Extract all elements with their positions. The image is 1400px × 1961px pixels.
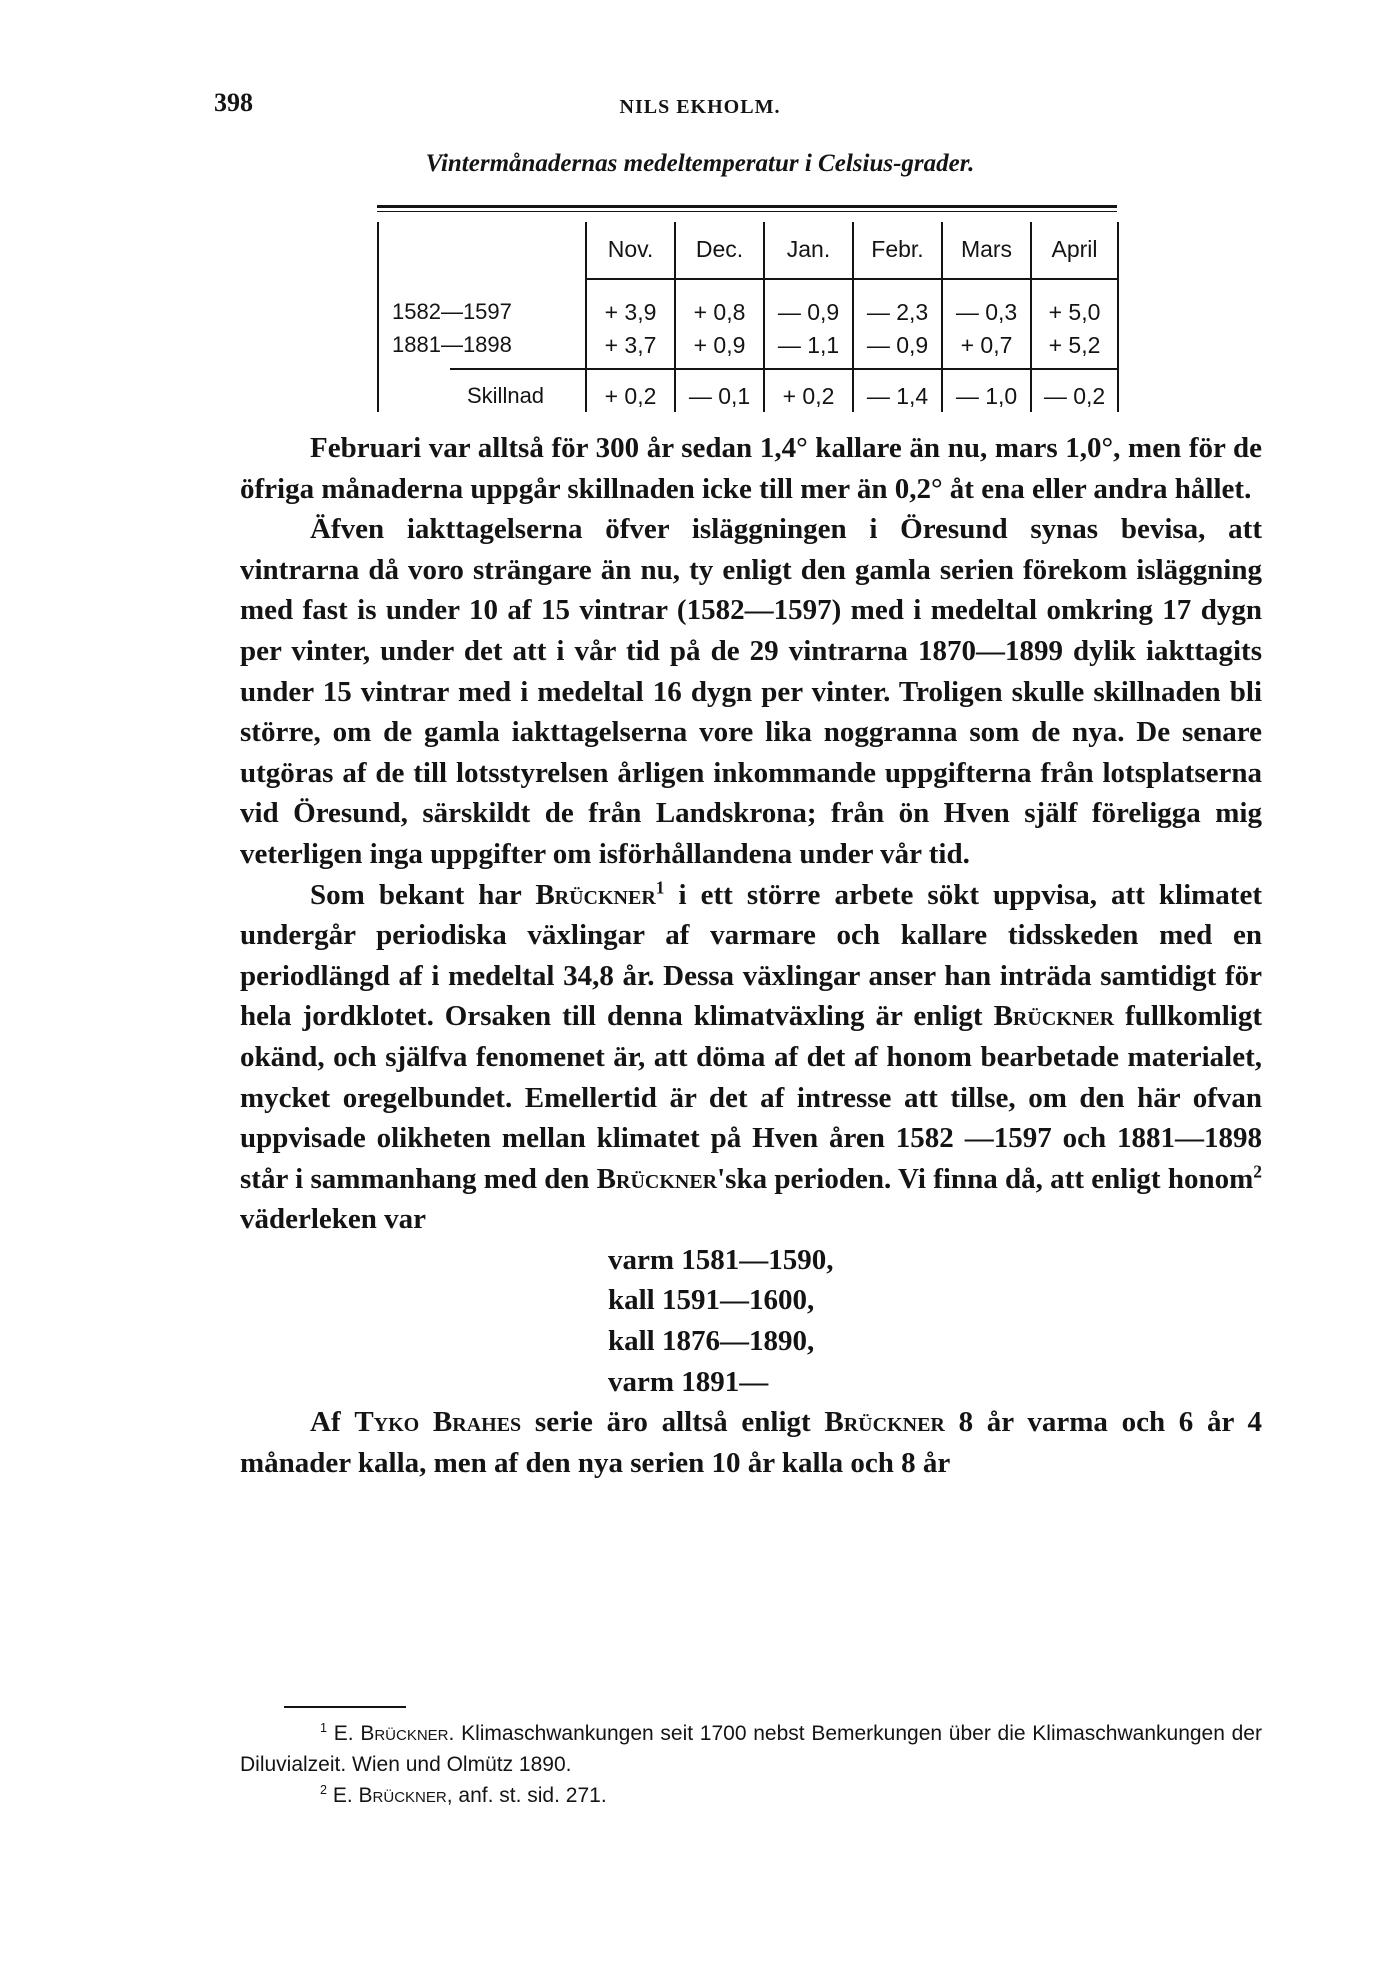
table-cell: — 0,2 bbox=[1043, 383, 1106, 409]
table-cell: + 0,9 bbox=[693, 332, 746, 358]
table-cell: + 5,2 bbox=[1048, 332, 1101, 358]
table-cell: + 3,9 bbox=[604, 299, 657, 325]
author-name: Brückner bbox=[824, 1406, 945, 1439]
table-cell: — 0,9 bbox=[866, 332, 929, 358]
body-text bbox=[240, 428, 1262, 1483]
column-header: April bbox=[1051, 236, 1098, 262]
table-cell: + 5,0 bbox=[1048, 299, 1101, 325]
table-top-rule bbox=[377, 205, 1117, 208]
period-item: kall 1876—1890, bbox=[608, 1325, 815, 1358]
column-header: Febr. bbox=[871, 236, 924, 262]
author-name: Brückner bbox=[993, 1000, 1115, 1033]
table-caption: Vintermånadernas medeltemperatur i Celsius-grader. bbox=[425, 150, 975, 177]
footnote-rule bbox=[284, 1706, 406, 1708]
paragraph: Af Tyko Brahes serie äro alltså enligt Brückner 8 år varma och 6 år 4 månader kalla, men af den nya serien 10 år kalla och 8 år bbox=[240, 1406, 1263, 1479]
table-cell: + 0,7 bbox=[960, 332, 1013, 358]
author-name: Tyko Brahes bbox=[354, 1406, 522, 1439]
footnotes bbox=[240, 1718, 1262, 1811]
paragraph: Som bekant har Brückner$^1$ i ett större arbete sökt uppvisa, att klimatet undergår periodiska växlingar af varmare och kallare tidsskeden med en periodlängd af i medeltal 34,8 år. Dessa växlingar anser han inträda samtidigt för hela jordklotet. Orsaken till denna klimatväxling är enligt Brückner fullkomligt okänd, och själfva fenomenet är, att döma af det af honom bearbetade materialet, mycket oregelbundet. Emellertid är det af intresse att tillse, om den här ofvan uppvisade olikheten mellan klimatet på Hven åren 1582 —1597 och 1881—1898 står i sammanhang med den Brückner'ska perioden. Vi finna då, att enligt honom$^2$ väderleken var bbox=[240, 876, 1263, 1236]
footnote-author: E. Brückner, bbox=[332, 1784, 453, 1807]
footnote-ref: 2 bbox=[1253, 1161, 1262, 1182]
period-list bbox=[608, 1240, 1262, 1402]
column-header: Jan. bbox=[786, 236, 831, 262]
header-underline bbox=[585, 278, 1117, 280]
table-cell: — 1,1 bbox=[777, 332, 840, 358]
running-head: NILS EKHOLM. bbox=[619, 96, 781, 118]
footnote-ref: 1 bbox=[655, 876, 665, 897]
table-top-rule-thin bbox=[377, 211, 1117, 212]
author-name: Brückner bbox=[535, 878, 656, 911]
paragraph: Februari var alltså för 300 år sedan 1,4° kallare än nu, mars 1,0°, men för de öfriga månaderna uppgår skillnaden icke till mer än 0,2° åt ena eller andra hållet. bbox=[240, 432, 1262, 505]
author-name: Brückner bbox=[596, 1162, 718, 1195]
column-header: Nov. bbox=[607, 236, 654, 262]
column-header: Dec. bbox=[695, 236, 744, 262]
table-cell: + 0,2 bbox=[604, 383, 657, 409]
row-label: 1881—1898 bbox=[392, 332, 512, 357]
row-label: Skillnad bbox=[467, 383, 545, 408]
footnote-author: E. Brückner. bbox=[333, 1722, 455, 1745]
page-number: 398 bbox=[214, 88, 253, 117]
table-cell: — 2,3 bbox=[866, 299, 929, 325]
table-cell: + 0,8 bbox=[693, 299, 746, 325]
table-cell: — 0,3 bbox=[955, 299, 1018, 325]
period-item: kall 1591—1600, bbox=[608, 1284, 815, 1317]
table-left-border bbox=[377, 222, 379, 412]
table-cell: + 3,7 bbox=[604, 332, 657, 358]
period-item: varm 1581—1590, bbox=[608, 1243, 834, 1276]
table-cell: + 0,2 bbox=[782, 383, 835, 409]
table-cell: — 0,9 bbox=[777, 299, 840, 325]
row-label: 1582—1597 bbox=[392, 299, 512, 324]
difference-rule bbox=[450, 368, 1117, 370]
table-right-border bbox=[1117, 222, 1119, 412]
footnote: $^2$ E. Brückner, anf. st. sid. 271. bbox=[320, 1783, 607, 1807]
column-header: Mars bbox=[960, 236, 1013, 262]
period-item: varm 1891— bbox=[608, 1365, 769, 1398]
table-cell: — 1,0 bbox=[955, 383, 1018, 409]
table-cell: — 0,1 bbox=[688, 383, 751, 409]
table-cell: — 1,4 bbox=[866, 383, 929, 409]
paragraph: Äfven iakttagelserna öfver isläggningen i Öresund synas bevisa, att vintrarna då voro strängare än nu, ty enligt den gamla serien förekom isläggning med fast is under 10 af 15 vintrar (1582—1597) med i medeltal omkring 17 dygn per vinter, under det att i vår tid på de 29 vintrarna 1870—1899 dylik iakttagits under 15 vintrar med i medeltal 16 dygn per vinter. Troligen skulle skillnaden bli större, om de gamla iakttagelserna vore lika noggranna som de nya. De senare utgöras af de till lotsstyrelsen årligen inkommande uppgifterna från lotsplatserna vid Öresund, särskildt de från Landskrona; från ön Hven själf föreligga mig veterligen inga uppgifter om isförhållandena under vår tid. bbox=[240, 513, 1262, 870]
footnote: $^1$ E. Brückner. Klimaschwankungen seit 1700 nebst Bemerkungen über die Klimaschwankungen der Diluvialzeit. Wien und Olmütz 1890. bbox=[240, 1721, 1262, 1776]
